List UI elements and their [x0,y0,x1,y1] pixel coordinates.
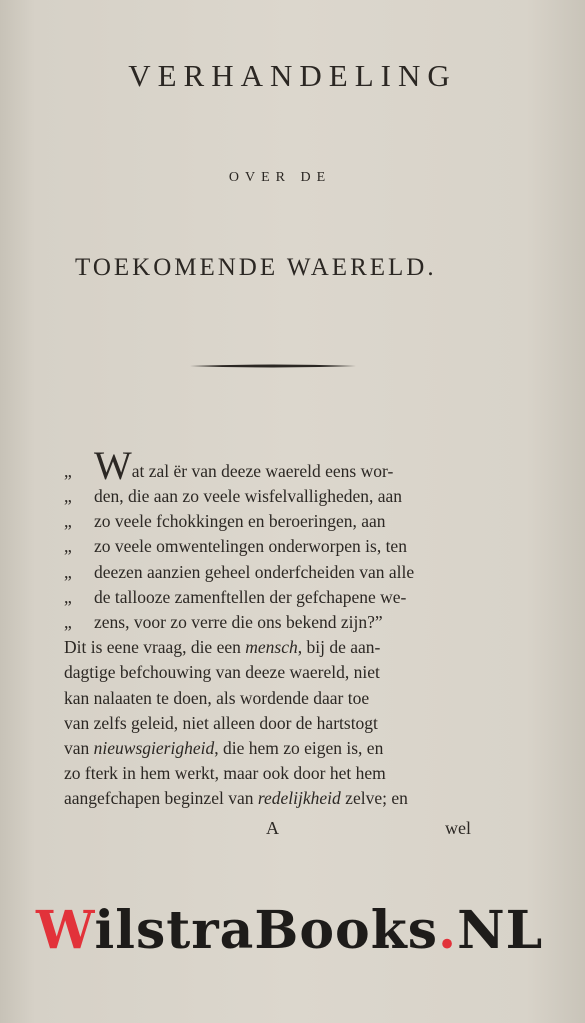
text-line [64,686,474,711]
text-line-content: deezen aanzien geheel onderfcheiden van alle [94,561,415,582]
quote-mark: „ [64,586,72,607]
watermark-dot: . [438,900,458,961]
text-line-content: zens, voor zo verre die ons bekend zijn?” [94,611,383,632]
text-line-content: zo veele omwentelingen onderworpen is, ten [94,536,407,557]
watermark-name: ilstraBooks [94,900,438,961]
quote-mark: „ [64,561,72,582]
text-line-content: zo fterk in hem werkt, maar ook door het hem [64,763,386,784]
text-line [64,534,474,559]
watermark-w: W [36,900,95,961]
text-line-content: van nieuwsgierigheid, die hem zo eigen is, en [64,737,384,758]
text-line-content: aangefchapen beginzel van redelijkheid zelve; en [64,788,408,809]
title-verhandeling: VERHANDELING [128,58,457,93]
text-line [64,786,474,811]
quote-mark: „ [64,486,72,506]
text-line [64,761,474,786]
text-line-content: kan nalaaten te doen, als wordende daar toe [64,687,370,708]
text-line-content: dagtige befchouwing van deeze waereld, niet [64,662,380,683]
quote-mark: „ [64,536,72,557]
text-line-content: Dit is eene vraag, die een mensch, bij de aan- [64,637,381,658]
text-line [64,635,474,660]
text-line [64,610,474,635]
text-line-content: van zelfs geleid, niet alleen door de hartstogt [64,712,378,733]
title-toekomende-waereld: TOEKOMENDE WAERELD. [75,254,437,281]
text-line [64,442,474,488]
text-line [64,660,474,685]
decorative-rule [190,364,356,368]
text-line-content: Wat zal ër van deeze waereld eens wor- [94,442,394,488]
watermark-tld: NL [457,900,544,961]
text-line [64,711,474,736]
text-line-content: de tallooze zamenftellen der gefchapene we- [94,586,407,607]
text-line [64,585,474,610]
emphasis-word: mensch [245,637,298,658]
body-text [64,442,474,811]
emphasis-word: nieuwsgierigheid [93,737,215,758]
text-line [64,560,474,585]
text-line [64,736,474,761]
quote-mark: „ [64,460,72,481]
drop-capital: W [94,442,132,488]
catchword: wel [445,818,471,838]
title-over-de: OVER DE [228,170,332,185]
quote-mark: „ [64,511,72,532]
text-line [64,509,474,534]
watermark-logo [36,900,556,961]
text-line-content: zo veele fchokkingen en beroeringen, aan [94,511,386,532]
text-line-content: den, die aan zo veele wisfelvalligheden, aan [94,486,403,506]
text-line [64,484,474,509]
emphasis-word: redelijkheid [257,788,341,809]
quote-mark: „ [64,611,72,632]
signature-mark: A [266,818,279,838]
